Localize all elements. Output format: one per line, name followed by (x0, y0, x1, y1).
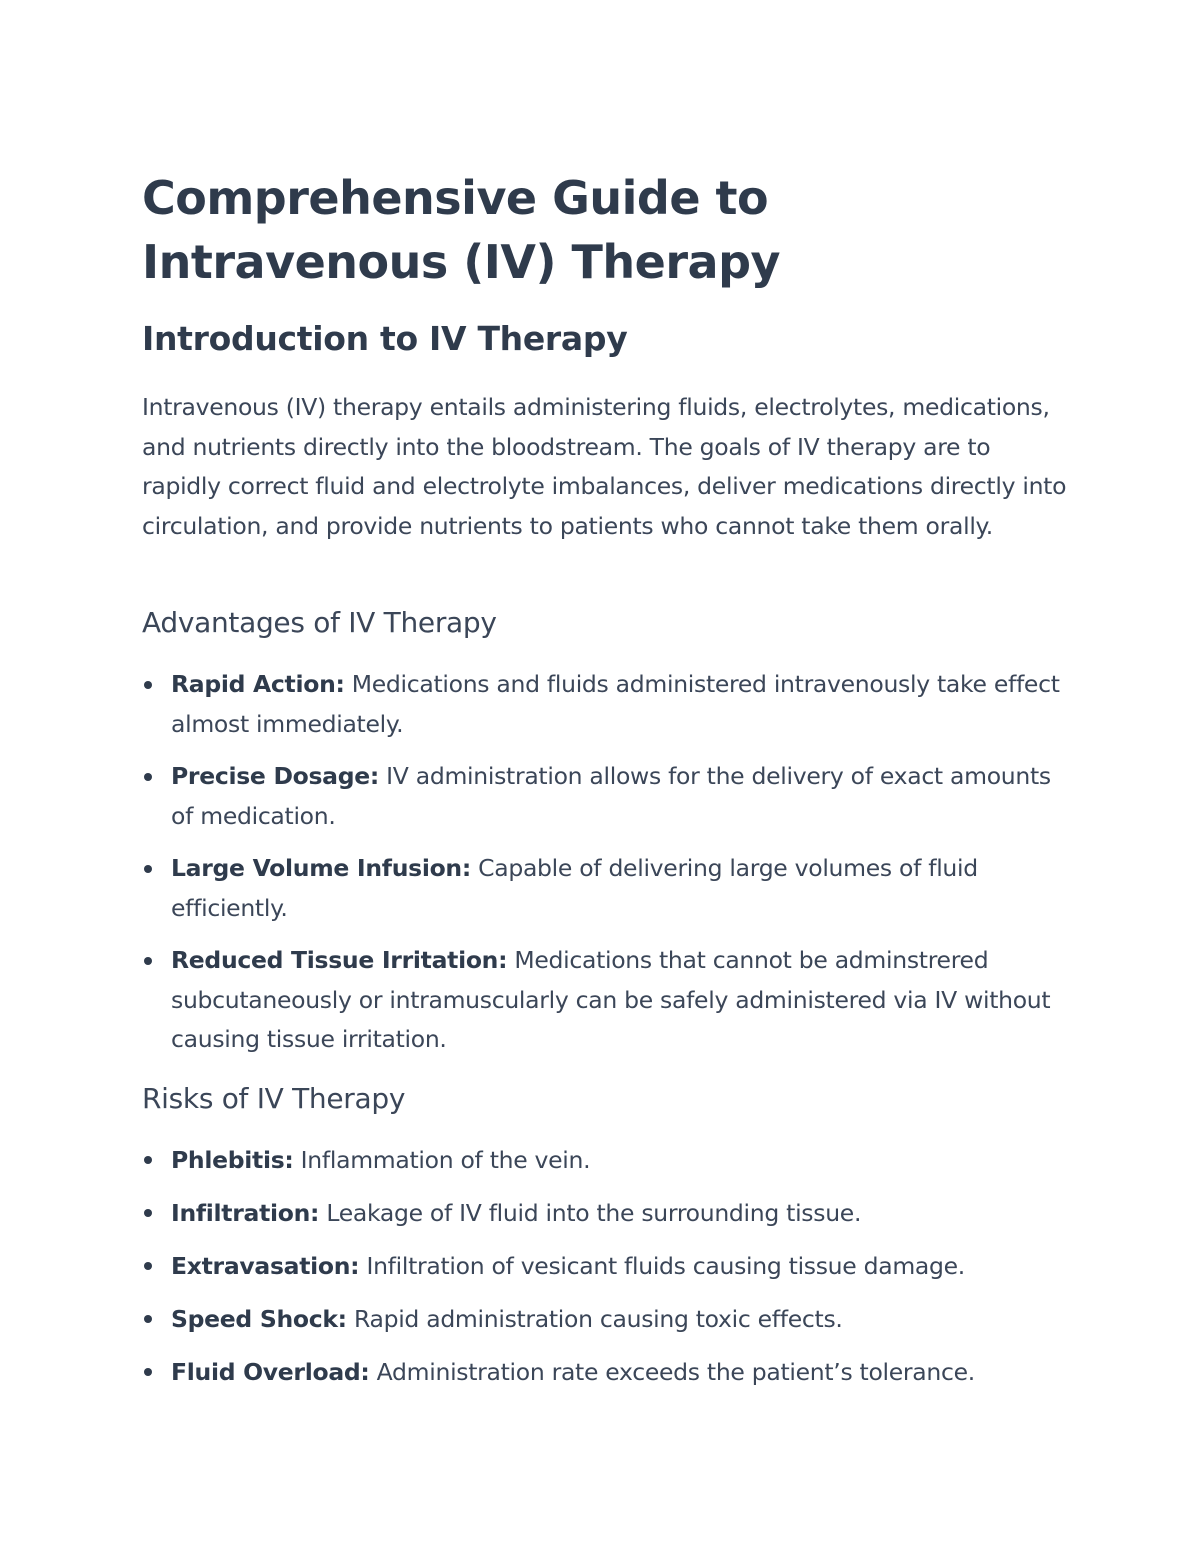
risk-text: Rapid administration causing toxic effects. (346, 1305, 843, 1333)
list-item (142, 1140, 1067, 1180)
advantage-text: IV administration allows for the delivery of exact amounts of medication. (171, 762, 1051, 830)
bullet-icon (144, 773, 152, 781)
advantages-heading: Advantages of IV Therapy (142, 606, 497, 639)
bullet-icon (144, 1209, 152, 1217)
intro-paragraph: Intravenous (IV) therapy entails administering fluids, electrolytes, medications, and nutrients directly into the bloodstream. The goals of IV therapy are to rapidly correct fluid and electrolyte imbalances, deliver medications directly into circulation, and provide nutrients to patients who cannot take them orally. (142, 393, 1067, 540)
list-item (142, 665, 1067, 744)
risk-term: Infiltration: (171, 1199, 320, 1227)
advantage-text: Medications and fluids administered intravenously take effect almost immediately. (171, 670, 1060, 738)
list-item (142, 757, 1067, 836)
risk-text: Infiltration of vesicant fluids causing tissue damage. (359, 1252, 965, 1280)
intro-heading: Introduction to IV Therapy (142, 319, 628, 358)
bullet-icon (144, 1262, 152, 1270)
risk-term: Fluid Overload: (171, 1358, 370, 1386)
list-item (142, 941, 1067, 1060)
list-item (142, 1246, 1067, 1286)
advantage-term: Precise Dosage: (171, 762, 379, 790)
risk-term: Speed Shock: (171, 1305, 347, 1333)
list-item (142, 1299, 1067, 1339)
advantage-text: Capable of delivering large volumes of fluid efficiently. (171, 854, 978, 922)
bullet-icon (144, 1315, 152, 1323)
advantage-term: Reduced Tissue Irritation: (171, 946, 508, 974)
risk-term: Extravasation: (171, 1252, 360, 1280)
list-item (142, 1352, 1067, 1392)
bullet-icon (144, 681, 152, 689)
bullet-icon (144, 865, 152, 873)
risks-heading: Risks of IV Therapy (142, 1082, 406, 1115)
risk-text: Administration rate exceeds the patient’s tolerance. (369, 1358, 975, 1386)
advantage-term: Rapid Action: (171, 670, 345, 698)
list-item (142, 1193, 1067, 1233)
risk-text: Inflammation of the vein. (293, 1146, 591, 1174)
advantages-list (142, 665, 1067, 1073)
bullet-icon (144, 1368, 152, 1376)
document-title: Comprehensive Guide to Intravenous (IV) Therapy (142, 171, 780, 289)
risks-list (142, 1140, 1067, 1405)
advantage-term: Large Volume Infusion: (171, 854, 471, 882)
list-item (142, 849, 1067, 928)
advantage-text: Medications that cannot be adminstrered subcutaneously or intramuscularly can be safely administered via IV without causing tissue irritation. (171, 946, 1051, 1053)
risk-text: Leakage of IV fluid into the surrounding tissue. (319, 1199, 862, 1227)
bullet-icon (144, 957, 152, 965)
risk-term: Phlebitis: (171, 1146, 294, 1174)
bullet-icon (144, 1156, 152, 1164)
